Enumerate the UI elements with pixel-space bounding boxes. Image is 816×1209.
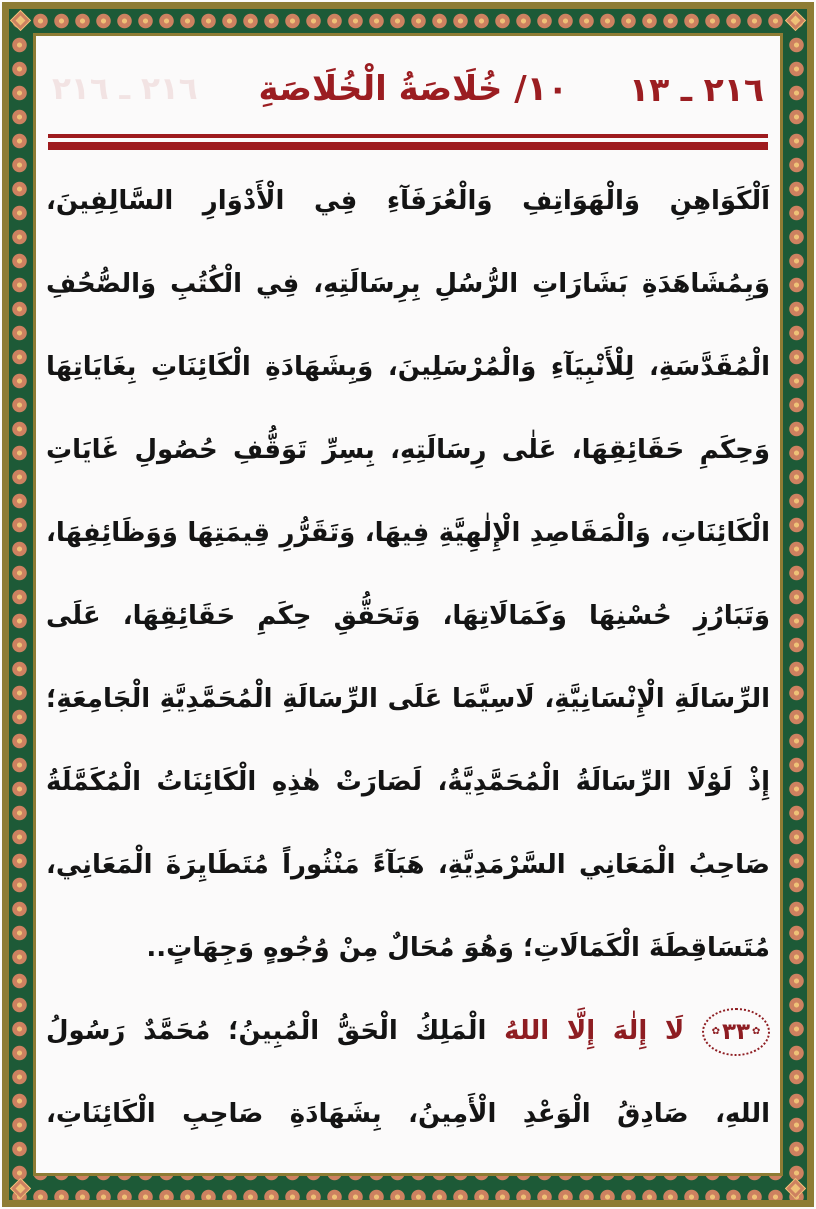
- body-line: اللهِ، صَادِقُ الْوَعْدِ الْأَمِينُ، بِشَهَادَةِ صَاحِبِ الْكَائِنَاتِ،: [46, 1099, 770, 1129]
- verse-black-text: الْمَلِكُ الْحَقُّ الْمُبِينُ؛ مُحَمَّدٌ رَسُولُ: [46, 1016, 487, 1046]
- rosette-center-dot: [791, 1184, 801, 1194]
- verse-number-ornament: [702, 1008, 770, 1056]
- body-line: وَتَبَارُزِ حُسْنِهَا وَكَمَالَاتِهَا، وَتَحَقُّقِ حِكَمِ حَقَائِقِهَا، عَلَى: [46, 601, 770, 631]
- body-line: اَلْكَوَاهِنِ وَالْهَوَاتِفِ وَالْعُرَفَآءِ فِي الْأَدْوَارِ السَّالِفِينَ،: [46, 186, 770, 216]
- body-line: الْكَائِنَاتِ، وَالْمَقَاصِدِ الْإِلٰهِيَّةِ فِيهَا، وَتَقَرُّرِ قِيمَتِهَا وَوَظَائِفِهَا،: [46, 518, 770, 548]
- page-number-right: ٢١٦ ـ ١٣: [629, 69, 764, 109]
- body-line: إِذْ لَوْلَا الرِّسَالَةُ الْمُحَمَّدِيَّةُ، لَصَارَتْ هٰذِهِ الْكَائِنَاتُ الْمُكَمَّلَةُ: [46, 767, 770, 797]
- body-line: وَحِكَمِ حَقَائِقِهَا، عَلٰى رِسَالَتِهِ، بِسِرِّ تَوَقُّفِ حُصُولِ غَايَاتِ: [46, 435, 770, 465]
- page-content: [42, 36, 774, 1173]
- body-line: وَبِمُشَاهَدَةِ بَشَارَاتِ الرُّسُلِ بِرِسَالَتِهِ، فِي الْكُتُبِ وَالصُّحُفِ: [46, 269, 770, 299]
- ghost-page-number: ٢١٦ ـ ٢١٦: [52, 71, 198, 107]
- verse-line: [46, 990, 770, 1073]
- page-title: ١٠/ خُلَاصَةُ الْخُلَاصَةِ: [258, 69, 569, 109]
- body-line: الرِّسَالَةِ الْإِنْسَانِيَّةِ، لَاسِيَّمَا عَلَى الرِّسَالَةِ الْمُحَمَّدِيَّةِ الْجَامِعَةِ؛: [46, 684, 770, 714]
- page-header: [42, 58, 774, 120]
- verse-red-text: لَا إِلٰهَ إِلَّا اللهُ: [504, 1016, 685, 1046]
- rosette-center-dot: [791, 16, 801, 26]
- body-line: الْمُقَدَّسَةِ، لِلْأَنْبِيَآءِ وَالْمُرْسَلِينَ، وَبِشَهَادَةِ الْكَائِنَاتِ بِغَايَاتِهَا: [46, 352, 770, 382]
- body-line: مُتَسَاقِطَةَ الْكَمَالَاتِ؛ وَهُوَ مُحَالٌ مِنْ وُجُوهٍ وَجِهَاتٍ..: [146, 933, 770, 963]
- rosette-center-dot: [16, 16, 26, 26]
- body-text: [42, 160, 774, 1156]
- header-divider: [48, 134, 768, 150]
- ornament-flourish-icon: ✿: [711, 1025, 720, 1037]
- rosette-center-dot: [16, 1184, 26, 1194]
- body-line: صَاحِبُ الْمَعَانِي السَّرْمَدِيَّةِ، هَبَآءً مَنْثُوراً مُتَطَايِرَةَ الْمَعَانِي،: [46, 850, 770, 880]
- verse-number: ٣٣: [721, 1018, 751, 1045]
- ornament-flourish-icon: ✿: [752, 1025, 761, 1037]
- divider-thick-rule: [48, 142, 768, 150]
